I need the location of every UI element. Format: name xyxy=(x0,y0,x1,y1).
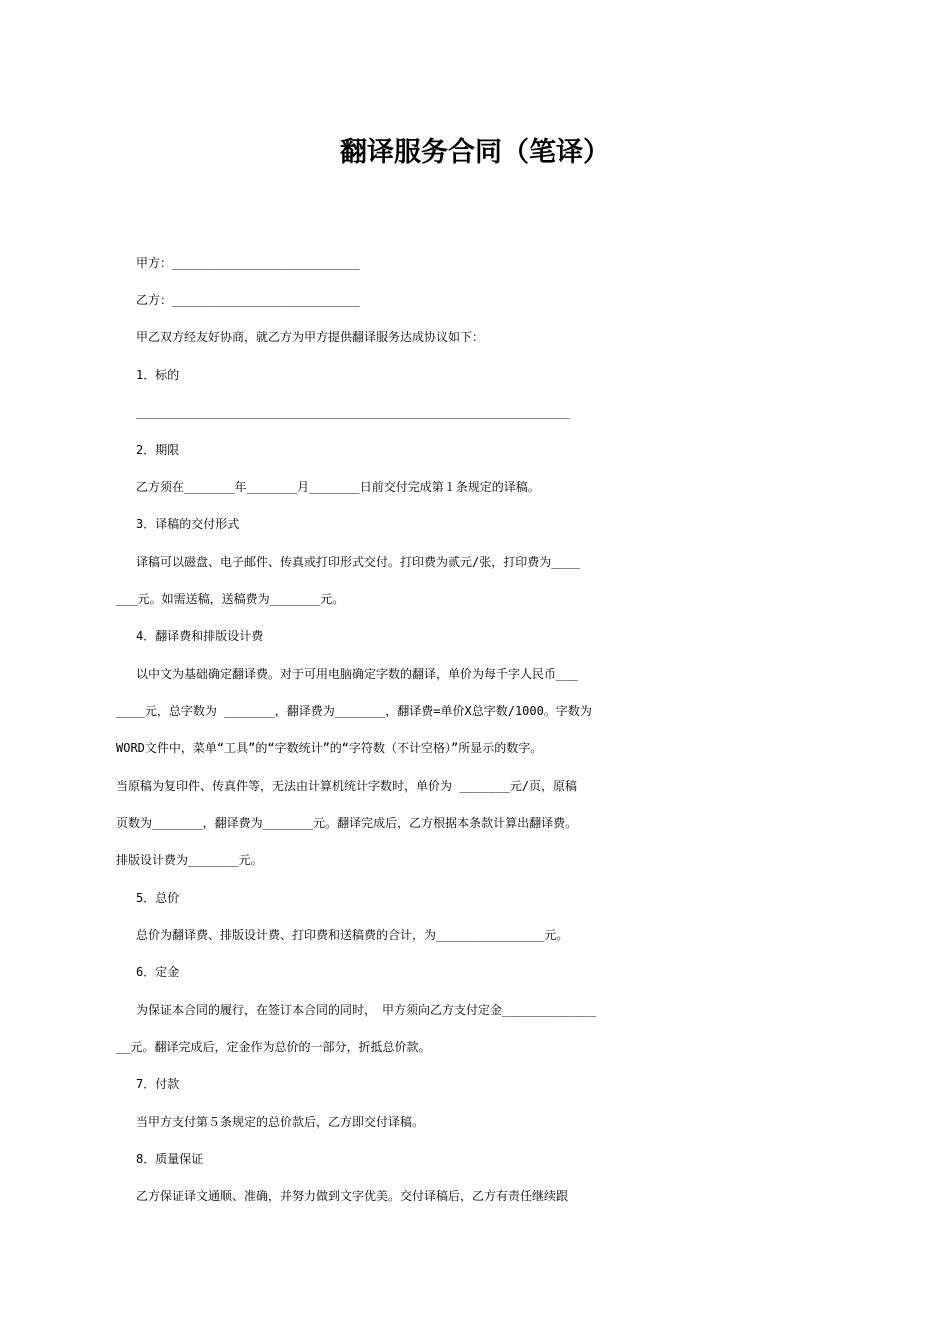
section-4-text-line-3: WORD文件中，菜单“工具”的“字数统计”的“字符数（不计空格）”所显示的数字。 xyxy=(116,741,543,755)
party-b-line: 乙方：__________________________ xyxy=(136,293,360,307)
section-3-text-line-1: 译稿可以磁盘、电子邮件、传真或打印形式交付。打印费为贰元/张，打印费为____ xyxy=(136,555,581,569)
section-3-text-line-2: ___元。如需送稿，送稿费为_______元。 xyxy=(116,592,345,606)
section-7-heading: 7．付款 xyxy=(136,1077,180,1091)
section-5-text: 总价为翻译费、排版设计费、打印费和送稿费的合计，为_______________元。 xyxy=(136,928,569,942)
section-3-heading: 3．译稿的交付形式 xyxy=(136,517,240,531)
section-2-text: 乙方须在_______年_______月_______日前交付完成第１条规定的译稿。 xyxy=(136,480,540,494)
section-4-text-line-2: ____元，总字数为 _______，翻译费为_______，翻译费=单价X总字数/1000。字数为 xyxy=(116,704,592,718)
section-1-heading: 1．标的 xyxy=(136,368,180,382)
section-8-text-line-1: 乙方保证译文通顺、准确，并努力做到文字优美。交付译稿后，乙方有责任继续跟 xyxy=(136,1189,569,1203)
subject-blank-line: ____________________________________________________________ xyxy=(136,405,570,419)
section-4-text-line-6: 排版设计费为_______元。 xyxy=(116,853,263,867)
preamble-text: 甲乙双方经友好协商，就乙方为甲方提供翻译服务达成协议如下： xyxy=(136,330,485,344)
section-6-text-line-2: __元。翻译完成后，定金作为总价的一部分，折抵总价款。 xyxy=(116,1040,431,1054)
section-4-text-line-4: 当原稿为复印件、传真件等，无法由计算机统计字数时，单价为 _______元/页，原稿 xyxy=(116,779,578,793)
section-6-text-line-1: 为保证本合同的履行，在签订本合同的同时， 甲方须向乙方支付定金_____________ xyxy=(136,1003,596,1017)
section-5-heading: 5．总价 xyxy=(136,891,180,905)
section-8-heading: 8．质量保证 xyxy=(136,1152,204,1166)
section-6-heading: 6．定金 xyxy=(136,965,180,979)
section-4-heading: 4．翻译费和排版设计费 xyxy=(136,629,264,643)
section-4-text-line-1: 以中文为基础确定翻译费。对于可用电脑确定字数的翻译，单价为每千字人民币___ xyxy=(136,667,578,681)
section-7-text: 当甲方支付第５条规定的总价款后，乙方即交付译稿。 xyxy=(136,1115,425,1129)
document-title: 翻译服务合同（笔译） xyxy=(340,137,610,168)
section-4-text-line-5: 页数为_______，翻译费为_______元。翻译完成后，乙方根据本条款计算出翻译费。 xyxy=(116,816,578,830)
party-a-line: 甲方：__________________________ xyxy=(136,256,360,270)
section-2-heading: 2．期限 xyxy=(136,443,180,457)
